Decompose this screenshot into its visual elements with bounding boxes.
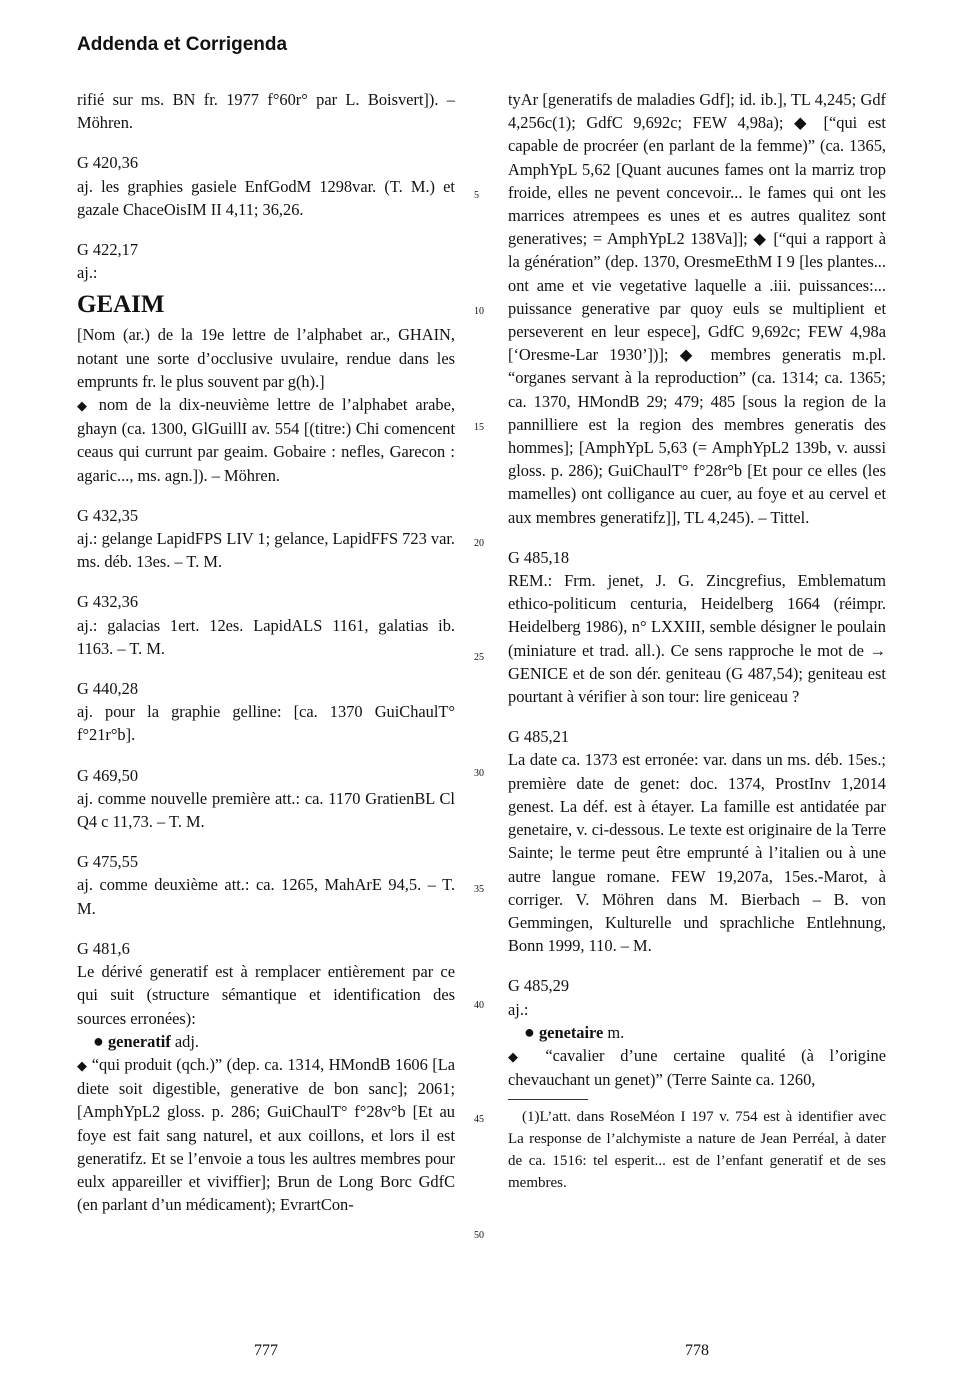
entry-ref: G 485,21 <box>508 727 570 747</box>
entry-ref: G 481,6 <box>77 938 130 958</box>
footnote: (1)L’att. dans RoseMéon I 197 v. 754 est à identifier avec La response de l’alchymiste a nature de Jean Perréal, à dater de ca. 1516: tel esperit... est de l’enfant generatif et de ses membres. <box>508 1109 886 1192</box>
definition-text: “qui produit (qch.)” (dep. ca. 1314, HMondB 1606 [La diete soit digestible, generative de bon sanc]; 2061; [AmphYpL2 gloss. p. 286; GuiChaulT° f°28v°b [Et au foye est fait sang naturel, et aux coillons, et lors il est generatifz. Et se l’envoie a tous les aultres membres pour eulx appareiller et viviffier]; Brun de Long Borc GdfC (en parlant d’un médicament); EvrartCon- <box>77 1054 455 1215</box>
line-number: 20 <box>474 538 484 549</box>
entry-g485-21 <box>508 725 886 957</box>
line-number: 15 <box>474 422 484 433</box>
diamond-icon: ◆ <box>77 1057 88 1073</box>
etymology: [Nom (ar.) de la 19e lettre de l’alphabet ar., GHAIN, notant une sorte d’occlusive uvulaire, rendue dans les emprunts fr. le plus souvent par g(h).] <box>77 325 455 391</box>
continuation-text: tyAr [generatifs de maladies Gdf]; id. ib.], TL 4,245; Gdf 4,256c(1); GdfC 9,692c; FEW 4,98a); ◆ [“qui est capable de procréer (en parlant de la femme)” (ca. 1365, AmphYpL 5,62 [Quant aucunes fames ont la marriz trop froide, elles ne pevent concevoir... le fames qui ont les marrices atrempees es unes et es autres qualitez sont generatives; = AmphYpL2 138Va]]; ◆ [“qui a rapport à la génération” (dep. 1370, OresmeEthM I 9 [les plantes... ont ame et vie vegetative laquelle a .iii. puissances:... puissance generative par quoy euls se multiplient et perseverent en leur espece], GdfC 9,692c; FEW 4,98a [‘Oresme-Lar 1930’])]; ◆ membres generatis m.pl. “organes servant à la reproduction” (ca. 1314; ca. 1365; ca. 1370, HMondB 29; 479; 485 [sous la region de la pannilliere est la region des membres generatis des hommes]; [AmphYpL 5,63 (= AmphYpL2 139b, v. aussi gloss. p. 286); GuiChaulT° f°28r°b [Et pour ce elles (les mamelles) ont colligance au cuer, au foye et au cervel et aux membres generatifz]], TL 4,245). – Tittel. <box>508 90 886 527</box>
definition <box>77 393 455 487</box>
sub-lemma <box>77 1030 455 1053</box>
entry-g485-29 <box>508 974 886 1091</box>
page-number-left: 777 <box>254 1342 278 1359</box>
entry-ref: G 440,28 <box>77 679 139 699</box>
entry-text: aj. les graphies gasiele EnfGodM 1298var. (T. M.) et gazale ChaceOisIM II 4,11; 36,26. <box>77 176 455 219</box>
line-number: 5 <box>474 190 479 201</box>
entry-ref: G 432,36 <box>77 592 139 612</box>
entry-g485-18 <box>508 546 886 708</box>
entry-g432-36 <box>77 590 455 660</box>
entry-text: aj. comme nouvelle première att.: ca. 1170 GratienBL Cl Q4 c 11,73. – T. M. <box>77 788 455 832</box>
entry-ref: G 422,17 <box>77 240 139 260</box>
entry-ref: G 475,55 <box>77 852 139 872</box>
line-number: 50 <box>474 1230 484 1241</box>
line-number: 40 <box>474 1000 484 1011</box>
entry-intro: Le dérivé generatif est à remplacer entièrement par ce qui suit (structure sémantique et identification des sources erronées): <box>77 962 455 1028</box>
entry-g432-35 <box>77 504 455 574</box>
entry-text: La date ca. 1373 est erronée: var. dans un ms. déb. 15es.; première date de genet: doc. 1374, ProstInv 1,2014 genest. La déf. est à étayer. La famille est antidatée par genetaire, v. ci-dessous. Le texte est originaire de la Terre Sainte; le terme peut être emprunté à l’italien ou à une autre langue romane. FEW 19,207a, 15es.-Marot, à corriger. V. Möhren dans M. Bierbach – B. von Gemmingen, Kulturelle und sprachliche Entlehnung, Bonn 1999, 110. – M. <box>508 750 886 956</box>
definition <box>508 1044 886 1091</box>
diamond-icon: ◆ <box>508 1048 530 1064</box>
entry-g420 <box>77 151 455 221</box>
entry-text: aj.: gelange LapidFPS LIV 1; gelance, LapidFFS 723 var. ms. déb. 13es. – T. M. <box>77 529 455 572</box>
bullet-dot-icon: ● <box>93 1030 104 1051</box>
line-number: 30 <box>474 768 484 779</box>
diamond-icon: ◆ <box>77 398 91 414</box>
line-number: 35 <box>474 884 484 895</box>
entry-text: aj. pour la graphie gelline: [ca. 1370 GuiChaulT° f°21r°b]. <box>77 702 455 745</box>
entry-g475 <box>77 850 455 920</box>
part-of-speech: m. <box>607 1022 625 1042</box>
entry-text: REM.: Frm. jenet, J. G. Zincgrefius, Emblematum ethico-politicum centuria, Heidelberg 1664 (réimpr. Heidelberg 1986), n° LXXIII, semble désigner le poulain (miniature et trad. all.). Ce sens rapproche le mot de → GENICE et de son dér. geniteau (G 487,54); geniteau est pourtant à vérifier à son tour: lire geniceau ? <box>508 571 886 707</box>
definition <box>77 1053 455 1216</box>
line-number: 10 <box>474 306 484 317</box>
continuation-block <box>77 88 455 134</box>
entry-ref: G 469,50 <box>77 765 139 785</box>
entry-text: aj.: <box>77 263 98 283</box>
entry-ref: G 420,36 <box>77 153 139 173</box>
entry-geaim <box>77 291 455 486</box>
part-of-speech: adj. <box>174 1031 200 1051</box>
entry-text: aj.: <box>508 999 529 1019</box>
entry-text: aj. comme deuxième att.: ca. 1265, MahArE 94,5. – T. M. <box>77 875 455 918</box>
entry-g481 <box>77 937 455 1216</box>
lemma-genetaire: genetaire <box>538 1022 604 1042</box>
sub-lemma <box>508 1021 886 1044</box>
continuation-text: rifié sur ms. BN fr. 1977 f°60r° par L. Boisvert]). – Möhren. <box>77 90 455 133</box>
entry-g469 <box>77 764 455 834</box>
definition-text: nom de la dix-neuvième lettre de l’alphabet arabe, ghayn (ca. 1300, GlGuillI av. 554 [(titre:) Chi comencent ceaus qui currunt par geaim. Gobaire : nefles, Garecon : agaric..., ms. agn.]). – Möhren. <box>77 395 455 485</box>
footnote-divider <box>508 1099 588 1100</box>
bullet-dot-icon: ● <box>524 1021 535 1042</box>
entry-g422 <box>77 238 455 284</box>
line-number: 45 <box>474 1114 484 1125</box>
left-column <box>77 88 455 1233</box>
line-number: 25 <box>474 652 484 663</box>
entry-ref: G 485,18 <box>508 547 570 567</box>
page-number-right: 778 <box>685 1342 709 1359</box>
lemma-generatif: generatif <box>107 1031 171 1051</box>
headword-geaim: GEAIM <box>77 291 165 319</box>
continuation-block <box>508 88 886 529</box>
right-column <box>508 88 886 1194</box>
running-title: Addenda et Corrigenda <box>77 34 288 55</box>
definition-text: “cavalier d’une certaine qualité (à l’origine chevauchant un genet)” (Terre Sainte ca. 1260, <box>508 1045 886 1090</box>
entry-ref: G 432,35 <box>77 505 139 525</box>
entry-ref: G 485,29 <box>508 976 570 996</box>
entry-text: aj.: galacias 1ert. 12es. LapidALS 1161, galatias ib. 1163. – T. M. <box>77 615 455 658</box>
entry-g440 <box>77 677 455 747</box>
